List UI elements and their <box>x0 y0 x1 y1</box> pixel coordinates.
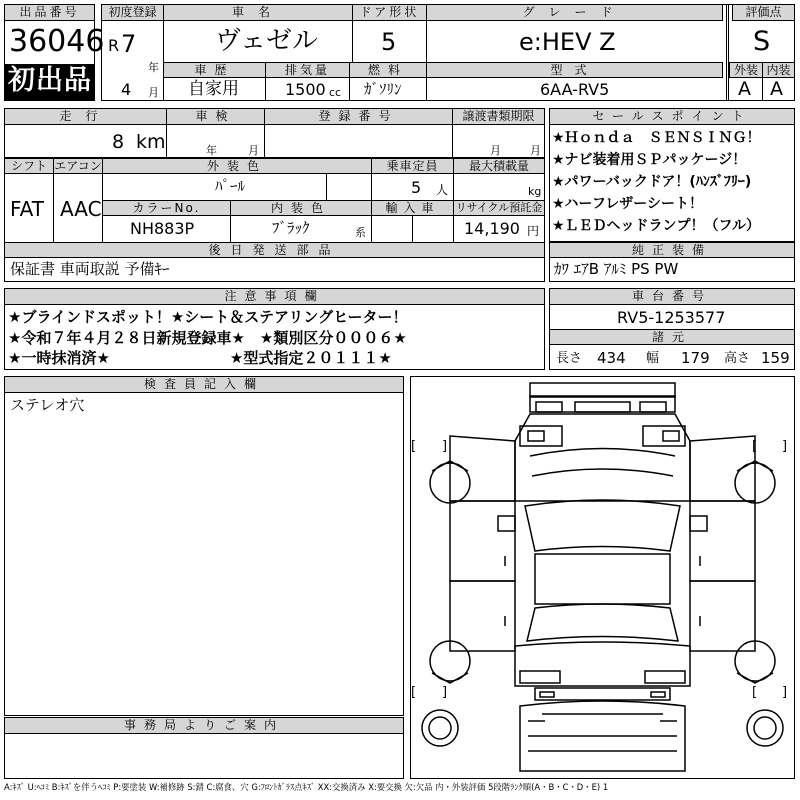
displacement: 1500 <box>285 80 326 99</box>
inspector-block <box>4 376 404 716</box>
height: 159 <box>761 349 790 367</box>
car-history: 自家用 <box>188 79 239 99</box>
import-header: 輸入車 <box>371 200 454 216</box>
chassis-header: 車台番号 <box>549 288 795 305</box>
capacity: 5 <box>411 178 422 197</box>
recycle-unit: 円 <box>527 224 540 238</box>
inspection-month-unit: 月 <box>248 144 259 157</box>
car-name-header: 車名 <box>163 4 353 21</box>
mileage-unit: km <box>136 131 166 153</box>
inspector-note: ステレオ穴 <box>10 396 85 414</box>
exterior-header: 外装 <box>729 62 763 78</box>
sales-point-3: ★パワーバックドア！(ﾊﾝｽﾞﾌﾘｰ) <box>552 174 752 190</box>
equipment: ｶﾜ ｴｱB ｱﾙﾐ PS PW <box>554 260 679 278</box>
transfer-header: 譲渡書類期限 <box>452 108 545 125</box>
car-name: ヴェゼル <box>215 26 318 56</box>
height-label: 高さ <box>724 351 751 366</box>
later-parts: 保証書 車両取説 予備ｷｰ <box>10 260 170 278</box>
rating-header: 評価点 <box>732 4 795 21</box>
door-type: 5 <box>381 28 397 56</box>
int-color: ﾌﾞﾗｯｸ <box>272 219 310 237</box>
transfer-day-unit: 月 <box>530 144 541 157</box>
reg-no-header: 登録番号 <box>264 108 453 125</box>
model: 6AA-RV5 <box>540 80 610 99</box>
door-header: ドア形状 <box>352 4 427 21</box>
rating: S <box>753 26 771 57</box>
office-header: 事務局よりご案内 <box>4 717 404 734</box>
reg-year-unit: 年 <box>148 61 159 74</box>
displacement-unit: cc <box>329 86 342 99</box>
sales-point-4: ★ハーフレザーシート！ <box>552 196 704 212</box>
width: 179 <box>681 349 710 367</box>
first-reg-header: 初度登録 <box>101 4 164 21</box>
ac-header: エアコン <box>54 159 102 173</box>
later-parts-header: 後日発送部品 <box>4 242 545 258</box>
length: 434 <box>597 349 626 367</box>
car-body-diagram <box>410 376 795 779</box>
inspector-header: 検査員記入欄 <box>4 376 404 393</box>
reg-year: 7 <box>121 30 137 58</box>
transfer-month-unit: 月 <box>490 144 501 157</box>
note-line-1: ★ブラインドスポット！★シート＆ステアリングヒーター！ <box>8 308 408 326</box>
equipment-header: 純正装備 <box>549 242 795 258</box>
exterior-grade: A <box>738 78 751 100</box>
sales-points-header: セールスポイント <box>549 108 795 125</box>
bracket-right-front-close: ] <box>782 439 788 454</box>
color-no: NH883P <box>130 219 195 238</box>
damage-legend: A:ｷｽﾞ U:ﾍｺﾐ B:ｷｽﾞを伴うﾍｺﾐ P:要塗装 W:補修跡 S:錆 C:腐食、穴 G:ﾌﾛﾝﾄｶﾞﾗｽ点ｷｽﾞ XX:交換済み X:要交換 欠:欠品 内・外装評価 5段階ﾗﾝｸ順(A・B・C・D・E) 1 <box>4 782 609 792</box>
notes-header: 注意事項欄 <box>4 288 545 305</box>
shift-header: シフト <box>4 158 54 174</box>
note-line-2: ★令和７年４月２８日新規登録車★ ★類別区分０００６★ <box>8 329 407 347</box>
spec-header: 諸元 <box>549 329 795 345</box>
inspection-header: 車検 <box>166 108 265 125</box>
interior-header: 内装 <box>762 62 795 78</box>
bracket-right-front-open: [ <box>752 439 758 454</box>
color-no-header: カラーNo. <box>102 200 231 216</box>
note-line-3: ★一時抹消済★ ★型式指定２０１１１★ <box>8 349 392 367</box>
lot-number-header: 出品番号 <box>4 4 95 21</box>
bracket-left-front-close: ] <box>442 439 448 454</box>
shift: FAT <box>10 197 45 221</box>
ext-color-header: 外装色 <box>102 158 372 174</box>
length-label: 長さ <box>556 351 583 366</box>
int-color-suffix: 系 <box>355 226 366 239</box>
capacity-header: 乗車定員 <box>371 158 454 174</box>
recycle-header: リサイクル預託金 <box>453 200 545 216</box>
int-color-header: 内装色 <box>230 200 372 216</box>
ac: AAC <box>60 197 102 221</box>
reg-month-unit: 月 <box>148 86 159 99</box>
fuel: ｶﾞｿﾘﾝ <box>364 80 402 98</box>
mileage-header: 走行 <box>4 108 167 125</box>
inspection-year-unit: 年 <box>206 144 217 157</box>
fuel-header: 燃料 <box>349 62 427 78</box>
capacity-unit: 人 <box>436 183 449 197</box>
bracket-right-rear-close: ] <box>782 685 788 700</box>
bracket-left-rear-open: [ <box>411 685 417 700</box>
width-label: 幅 <box>646 351 660 366</box>
model-header: 型式 <box>426 62 723 78</box>
history-header: 車歴 <box>163 62 266 78</box>
bracket-left-rear-close: ] <box>442 685 448 700</box>
max-load-header: 最大積載量 <box>453 158 545 174</box>
grade-header: グレード <box>426 4 723 21</box>
mileage: 8 <box>112 131 125 153</box>
era: R <box>108 36 120 55</box>
max-load-unit: kg <box>528 185 542 198</box>
ext-color: ﾊﾟｰﾙ <box>215 177 246 195</box>
first-listing-label: 初出品 <box>8 65 92 96</box>
sales-point-5: ★ＬＥＤヘッドランプ！（フル） <box>552 218 760 234</box>
sales-point-1: ★Ｈｏｎｄａ ＳＥＮＳＩＮＧ！ <box>552 130 761 146</box>
grade: e:HEV Z <box>519 28 616 56</box>
bracket-right-rear-open: [ <box>752 685 758 700</box>
sales-point-2: ★ナビ装着用ＳＰパッケージ！ <box>552 152 747 168</box>
recycle-fee: 14,190 <box>464 219 520 238</box>
interior-grade: A <box>770 78 783 100</box>
chassis-number: RV5-1253577 <box>617 308 726 327</box>
reg-month: 4 <box>121 80 132 99</box>
bracket-left-front-open: [ <box>411 439 417 454</box>
lot-number: 36046 <box>9 24 105 59</box>
displacement-header: 排気量 <box>265 62 350 78</box>
